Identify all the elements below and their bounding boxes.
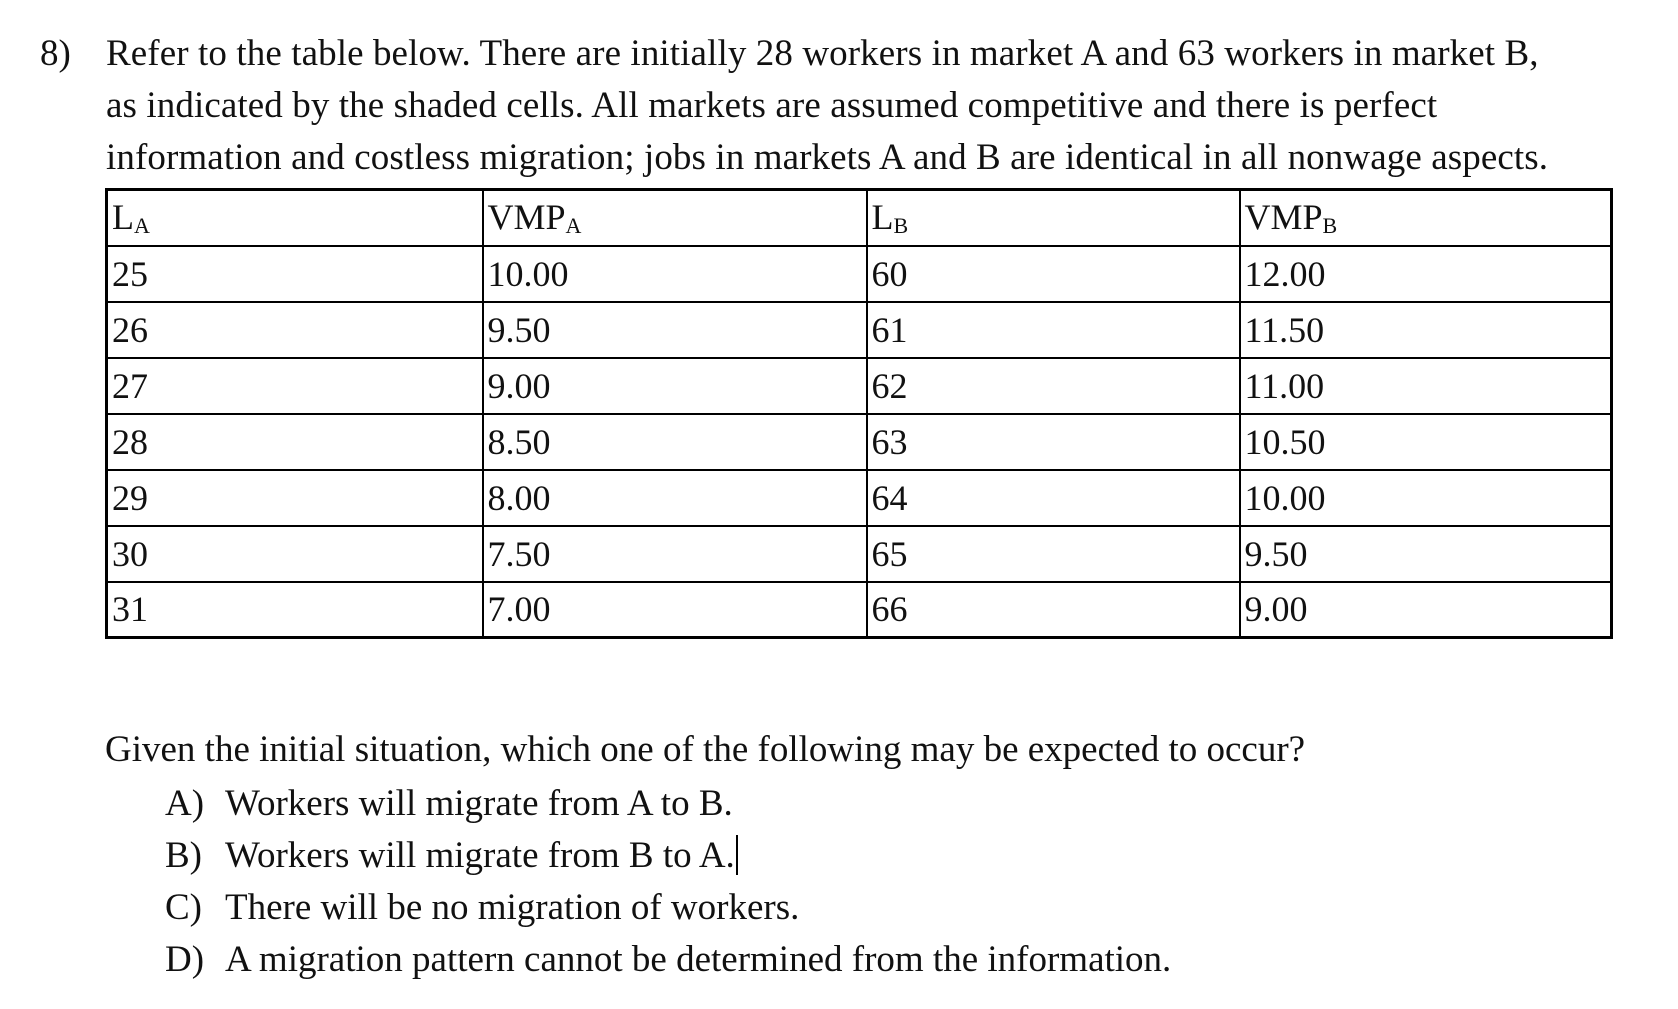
table-cell: 9.00 — [1240, 582, 1612, 638]
option-text: A migration pattern cannot be determined from the information. — [225, 939, 1172, 980]
table-row — [107, 414, 1612, 470]
option-letter: D) — [165, 939, 205, 980]
text-cursor — [736, 835, 738, 875]
option-b[interactable] — [165, 830, 1171, 882]
vmp-table — [105, 188, 1613, 639]
header-vmpb: VMPB — [1240, 190, 1612, 246]
table-row — [107, 526, 1612, 582]
option-text: There will be no migration of workers. — [225, 887, 800, 928]
table-cell: 8.00 — [483, 470, 867, 526]
header-la: LA — [107, 190, 483, 246]
table-cell: 65 — [867, 526, 1240, 582]
table-cell: 63 — [867, 414, 1240, 470]
option-text: Workers will migrate from A to B. — [225, 783, 733, 824]
option-letter: A) — [165, 783, 205, 824]
table-cell: 64 — [867, 470, 1240, 526]
table-cell: 60 — [867, 246, 1240, 302]
table-cell: 25 — [107, 246, 483, 302]
header-vmpa: VMPA — [483, 190, 867, 246]
option-a[interactable] — [165, 778, 1171, 830]
table-cell: 7.50 — [483, 526, 867, 582]
stem-line: as indicated by the shaded cells. All markets are assumed competitive and there is perfect — [106, 85, 1438, 126]
table-cell: 9.50 — [1240, 526, 1612, 582]
table-cell: 10.50 — [1240, 414, 1612, 470]
table-header-row — [107, 190, 1612, 246]
table-row — [107, 302, 1612, 358]
table-cell: 10.00 — [483, 246, 867, 302]
table-cell: 12.00 — [1240, 246, 1612, 302]
option-c[interactable] — [165, 882, 1171, 934]
table-cell: 66 — [867, 582, 1240, 638]
table-cell: 9.00 — [483, 358, 867, 414]
table-cell: 11.50 — [1240, 302, 1612, 358]
option-letter: C) — [165, 887, 202, 928]
table-cell: 62 — [867, 358, 1240, 414]
table-cell: 7.00 — [483, 582, 867, 638]
table-cell: 61 — [867, 302, 1240, 358]
table-cell: 27 — [107, 358, 483, 414]
question-prompt: Given the initial situation, which one of the following may be expected to occur? — [105, 729, 1306, 770]
header-lb: LB — [867, 190, 1240, 246]
table-cell: 29 — [107, 470, 483, 526]
table-row — [107, 358, 1612, 414]
option-d[interactable] — [165, 934, 1171, 986]
table-cell: 30 — [107, 526, 483, 582]
answer-options — [165, 778, 1171, 986]
table-row — [107, 582, 1612, 638]
table-row — [107, 246, 1612, 302]
table-cell: 11.00 — [1240, 358, 1612, 414]
question-stem — [106, 28, 1656, 184]
table-cell: 26 — [107, 302, 483, 358]
table-cell: 8.50 — [483, 414, 867, 470]
question-number: 8) — [40, 33, 71, 74]
table-cell: 28 — [107, 414, 483, 470]
table-cell: 9.50 — [483, 302, 867, 358]
stem-line: Refer to the table below. There are initially 28 workers in market A and 63 workers in market B, — [106, 33, 1539, 74]
option-text: Workers will migrate from B to A. — [225, 835, 735, 876]
table-row — [107, 470, 1612, 526]
stem-line: information and costless migration; jobs in markets A and B are identical in all nonwage aspects. — [106, 137, 1549, 178]
table-cell: 31 — [107, 582, 483, 638]
option-letter: B) — [165, 835, 202, 876]
table-cell: 10.00 — [1240, 470, 1612, 526]
